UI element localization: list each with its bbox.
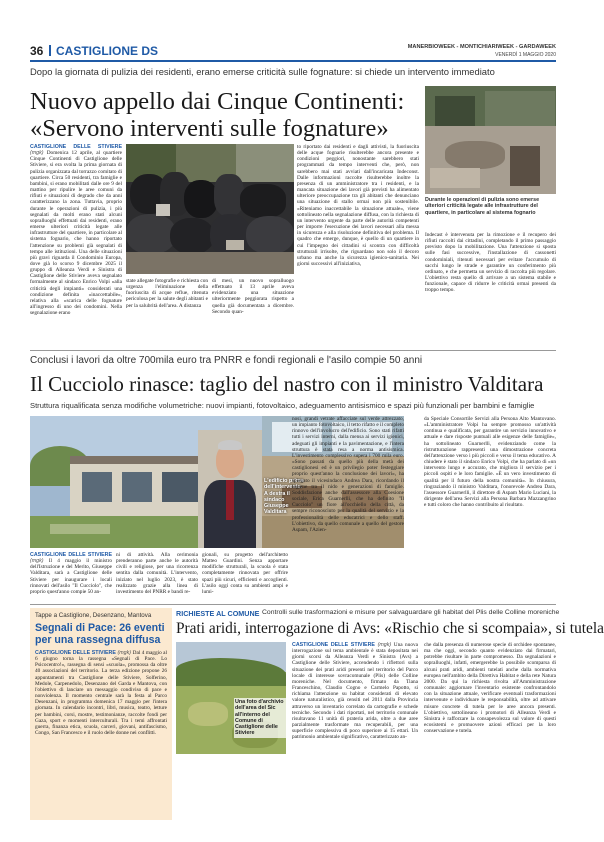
article2-col4-text: nosi, grandi vetrate affacciate sul verde attrezzato, un impianto fotovoltaico, il tetto rifatto e il completo rinnovo dell'involucro dell'edificio. Sono stati rifatti tutti i servizi interni, dalla mensa ai servizi igienici, adeguati gli impianti e la pavimentazione, e l'intera struttura è stata resa a norma antisismica. L'investimento complessivo supera i 700 mila euro. «Sono passati da quello più della metà dei castiglionesi ed è un privilegio poter festeggiare proprio quest'anno la conclusione dei lavori», ha spiegato il vicesindaco Andrea Dara, ricordando il legame tra il nido e generazioni di famiglie. Soddisfazione anche dall'assessore alla Coesione sociale, Erica Guarnerlli, che ha definito "Il Cucciolo" un fiore all'occhiello della città, da sempre riconosciuto per la qualità del servizio e la professionalità delle educatrici e dello staff. L'obiettivo, da quello comunale a quello del gestore Aspam, l'Azien- bbox=[292, 416, 404, 533]
article1-column-4 bbox=[297, 144, 419, 344]
mayor-portrait bbox=[198, 430, 262, 548]
edition-names: MANERBIOWEEK - MONTICHIARIWEEK - GARDAWEEK bbox=[407, 44, 556, 50]
article1-column-5 bbox=[425, 232, 556, 344]
article2-column-1 bbox=[30, 552, 112, 600]
header-rule bbox=[30, 60, 556, 62]
article2-col1-text: Il 4 maggio il ministro dell'Istruzione e del Merito, Giuseppe Valditara, sarà a Castiglione delle Stiviere per inaugurare i locali rinnovati dell'asilo "Il Cucciolo", che proprio quest'anno compie 50 an- bbox=[30, 558, 112, 595]
article2-col3-text: gionali, su progetto dell'architetto Matteo Guardini. Senza apportare modifiche strutturali, la scuola è stata completamente rinnovata per offrire spazi più sicuri, efficienti e accoglienti. L'asilo oggi conta su ambienti ampi e lumi- bbox=[202, 552, 288, 595]
article2-column-5 bbox=[424, 416, 556, 600]
article3-body-text: Dal 4 maggio al 6 giugno torna la rassegna «Segnali di Pace. Lo Psicocentro!», rassegna di sensi «scuola», promossa da oltre 40 associazioni del territorio. La terza edizione propone 26 appuntamenti tra Castiglione delle Stiviere, Solferino, Medole, Carpenedolo, Desenzano del Garda e Mantova, con l'obiettivo di lanciare un messaggio condiviso di pace e nonviolenza. Il momento centrale sarà la festa al Parco Desenzani, in programma domenica 17 maggio per l'intera giornata. In calendario incontri, libri, musica, teatro, letture per bambini, corsi, mostre, testimonianze, raccolte fondi per Gaza, sport e momenti interculturali. Tra i temi affrontati guerra, finanza etica, scuola, carceri, giovani, antifascismo, Congo, San Francesco e il ruolo delle donne nei conflitti. bbox=[35, 650, 167, 737]
article4-col1-text: Una nuova interrogazione sul tema ambientale è stata depositata nei giorni scorsi da Alleanza Verdi e Sinistra (Avs) a Castiglione delle Stiviere, accendendo i riflettori sulla situazione dei prati aridi presenti nel territorio del Parco locale di interesse sovracomunale (Plis) delle Colline moreniche. Nel documento, firmato da Tiana Franceschino, Claudio Cogno e Carmelo Papotto, si richiama l'attenzione su habitat considerati di elevato valore naturalistico, già censiti nel 2011 dalla Provincia attraverso un inventario correlato da cartografie e schede tecniche. Secondo i dati riportati, nel territorio comunale risultavano 11 unità di prateria arida, oltre a due aree parzialmente trasformate ma recuperabili, per una superficie complessiva di poco superiore ai 15 ettari. Un patrimonio ambientale significativo, caratterizzato an- bbox=[292, 642, 418, 741]
article4-column-2 bbox=[424, 642, 556, 820]
article4-dateline: CASTIGLIONE DELLE STIVIERE bbox=[292, 642, 378, 648]
article2-dateline: CASTIGLIONE DELLE STIVIERE bbox=[30, 552, 112, 558]
article3-kicker: Tappe a Castiglione, Desenzano, Mantova bbox=[35, 612, 152, 619]
article1-col1-text: Domenica 12 aprile, al quartiere Cinque Continenti di Castiglione delle Stiviere, si era svolta la prima giornata di pulizia organizzata dal torrazzo comitato di quartiere. Circa 50 residenti, tra famiglie e bambini, si erano mobilitati dalle ore 9 del mattino per ripulire le aree comuni da rifiuti e situazioni di degrado che da anni caratterizzano la zona. Tuttavia, proprio durante le operazioni di pulizia, i più segnalati da molti erano stati alcuni sopralluoghi effettuati dai residenti, erano emerse ulteriori criticità legate alle infrastrutture del quartiere, in particolare al sistema fognario, che hanno riportato l'attenzione su problemi già segnalati di tempo alle istituzioni. Una delle situazioni più gravi riguarda il Condominio Europa, dove già lo scorso 9 dicembre 2025 il gruppo di Alleanza Verdi e Sinistra di Castiglione delle Stiviere aveva segnalato formalmente al sindaco Enrico Volpi «alla criticità degli impianti» considerati una condizione definita «inaccettabile», relativa alla «scarica delle fognature all'ingresso di uno dei condomini. Nella segnalazione erano bbox=[30, 150, 122, 317]
event-box bbox=[30, 608, 172, 820]
article3-dateline: CASTIGLIONE DELLE STIVIERE bbox=[35, 650, 118, 656]
page-header bbox=[30, 44, 556, 58]
article2-column-3 bbox=[202, 552, 288, 600]
issue-date: VENERDÌ 1 MAGGIO 2020 bbox=[495, 52, 556, 58]
article1-title-line2: «Servono interventi sulle fognature» bbox=[30, 115, 389, 142]
article3-title: Segnali di Pace: 26 eventi per una rassegna diffusa bbox=[35, 622, 165, 646]
article1-photo-caption: Durante le operazioni di pulizia sono emerse ulteriori criticità legate alle infrastrutture del quartiere, in particolare al sistema fognario bbox=[425, 197, 540, 216]
article1-col4-text: to riportato dai residenti e dagli attivisti, la fuoriuscita delle acque fognarie risulterebbe ancora presente e condizioni peggiori, nonostante sarebbero stati programmati da tempo interventi che, però, non sarebbero mai stati avviati dall'incaricata Indeconst. Dalle informazioni raccolte risulterebbe inoltre la presenza di un amministratore tra i residenti, e la mancata situazione dei lavori già previsti ha alimentato ulteriore preoccupazione tra gli abitanti che denunciano una situazione di stallo ormai non più sostenibile. «Riteniamo inaccettabile la situazione attuale», viene sottolineato nella segnalazione diffusa, con la richiesta di un intervento urgente da parte delle autorità competenti per imporre l'esecuzione dei lavori necessari alla messa in sicurezza e alla risoluzione definitiva del problema. Il quadro che emerge, dunque, è quello di un quartiere in cui l'impegno dei cittadini si scontra con difficoltà strutturali irrisolte, che riguardano non solo il decoro urbano ma anche la sicurezza igienico-sanitaria. Nei giorni successivi all'iniziativa, bbox=[297, 144, 419, 267]
article1-column-1 bbox=[30, 144, 122, 344]
article4-label: RICHIESTE AL COMUNE bbox=[176, 609, 260, 618]
article2-column-2 bbox=[116, 552, 198, 600]
article2-photo-caption: L'edificio prima dell'intervento. A destra il sindaco Giuseppe Valditara bbox=[264, 478, 304, 516]
article2-title: Il Cucciolo rinasce: taglio del nastro con il ministro Valditara bbox=[30, 372, 544, 396]
article3-author: (mgk) bbox=[117, 650, 133, 656]
article1-title-line1: Nuovo appello dai Cinque Continenti: bbox=[30, 88, 405, 115]
article2-author: (mgk) bbox=[30, 558, 49, 565]
article4-author: (mgk) bbox=[377, 642, 394, 648]
article1-col5-text: Indecast è intervenuta per la rimozione e il recupero dei rifiuti raccolti dai cittadini, completando il primo passaggio previsto dopo la mobilitazione. Una l'attenzione si sposta sulle fasi successive, l'installazione di cassonetti condominiali, ritenuti necessari per evitare l'accumulo di sacchi lungo le strade e garantire un conferimento più ordinato, e che permetta un servizio di raccolta più regolare. L'obiettivo resta quello di arrivare a un sistema stabile e funzionale, capace di ridurre le criticità ormai presenti da troppo tempo. bbox=[425, 232, 556, 294]
article2-subtitle: Struttura riqualificata senza modifiche volumetriche: nuovi impianti, fotovoltaico, adeguamento antisismico e spazi più funzionali per bambini e famiglie bbox=[30, 401, 535, 410]
article1-column-2 bbox=[126, 278, 208, 344]
article1-col2-text: state allegate fotografie e richiesta con urgenza l'eliminazione della fuoriuscita di acque reflue, ritenuta pericolosa per la salute degli abitanti e per la salubrità dell'area. A distanza bbox=[126, 278, 208, 309]
article1-author: (mgk) bbox=[30, 150, 47, 157]
garbage-bags-photo bbox=[126, 144, 294, 274]
article1-title bbox=[30, 88, 460, 142]
article4-column-1 bbox=[292, 642, 418, 820]
article2-kicker: Conclusi i lavori da oltre 700mila euro tra PNRR e fondi regionali e l'asilo compie 50 anni bbox=[30, 355, 423, 366]
article1-col3-text: di mesi, un nuovo sopralluogo effettuato il 13 aprile aveva evidenziato una situazione ulteriormente peggiorata rispetto a quella già documentata a dicembre. Secondo quan- bbox=[212, 278, 294, 315]
page-number: 36 bbox=[30, 44, 44, 58]
section-title: CASTIGLIONE DS bbox=[56, 44, 159, 58]
article4-label-bar bbox=[176, 609, 560, 619]
divider-1 bbox=[30, 350, 556, 351]
article1-dateline: CASTIGLIONE DELLE STIVIERE bbox=[30, 144, 122, 150]
article2-col5-text: da Speciale Consortile Servizi alla Persona Alto Mantovano. «L'amministratore Volpi ha sempre promosso un'attività continua e qualificata, per garantire un servizio innovativo e attuale e dare risposte puntuali alle esigenze delle famiglie», ha sottolineato Guarnerlli, evidenziando come la ristrutturazione rappresenti una dimostrazione concreta dell'attenzione verso i più piccoli e verso il tema educativo. A chiudere è stato il sindaco Enrico Volpi, che ha parlato di «un intervento lungo e accurato, che migliora il servizio per i piccoli ospiti e le loro famiglie. «È un vero investimento di qualità per il futuro della nostra comunità». In chiusura, ringraziando il ministro Valditara, l'onorevole Andrea Dara, l'assessore Guarnerlli, il direttore di Aspam Mario Luciani, la dirigente dell'area Servizi alla Persona Barbara Mazzangrino e tutti coloro che hanno contribuito al risultato. bbox=[424, 416, 556, 509]
divider-2 bbox=[30, 604, 556, 605]
article1-kicker: Dopo la giornata di pulizia dei residenti, erano emerse criticità sulle fognature: si chiede un intervento immediato bbox=[30, 66, 495, 77]
section-divider bbox=[49, 45, 51, 56]
article4-title: Prati aridi, interrogazione di Avs: «Rischio che si scompaia», si tutela bbox=[176, 620, 604, 637]
article2-col2-text: ni di attività. Alla cerimonia prenderanno parte anche le autorità civili e religiose, per una ricorrenza sentita dalla comunità. L'intervento, iniziato nel luglio 2023, è stato realizzato grazie alla linea di investimento del PNRR e bandi re- bbox=[116, 552, 198, 595]
article4-photo-caption: Una foto d'archivio dell'area del Sic all'interno del Comune di Castiglione delle Stiviere bbox=[234, 698, 286, 738]
article4-kicker: Controlli sulle trasformazioni e misure per salvaguardare gli habitat del Plis delle Colline moreniche bbox=[262, 609, 560, 616]
article1-column-3 bbox=[212, 278, 294, 344]
article3-body bbox=[35, 650, 167, 816]
sewer-photo bbox=[425, 86, 556, 194]
article4-col2-text: che dalla presenza di numerose specie di orchidee spontanee, ma che oggi, secondo quanto evidenziato dai firmatari, potrebbe risultare in parte compromesso. Da segnalazioni e sopralluoghi, infatti, emergerebbe la possibile scomparsa di alcuni prati aridi, ambienti tutelati anche dalla normativa europea nell'ambito della Direttiva Habitat e della rete Natura 2000. Da qui la richiesta rivolta all'Amministrazione comunale: aggiornare l'inventario esistente confrontandolo con la situazione attuale, verificare eventuali trasformazioni intervenute e individuare le responsabilità, oltre ad attivare misure concrete di tutela per le aree ancora presenti. L'obiettivo, sottolineano i promotori di Alleanza Verdi e Sinistra è rafforzare la consapevolezza sul valore di questi ecosistemi e promuovere azioni efficaci per la loro conservazione e tutela. bbox=[424, 642, 556, 735]
article2-column-4 bbox=[292, 416, 404, 600]
